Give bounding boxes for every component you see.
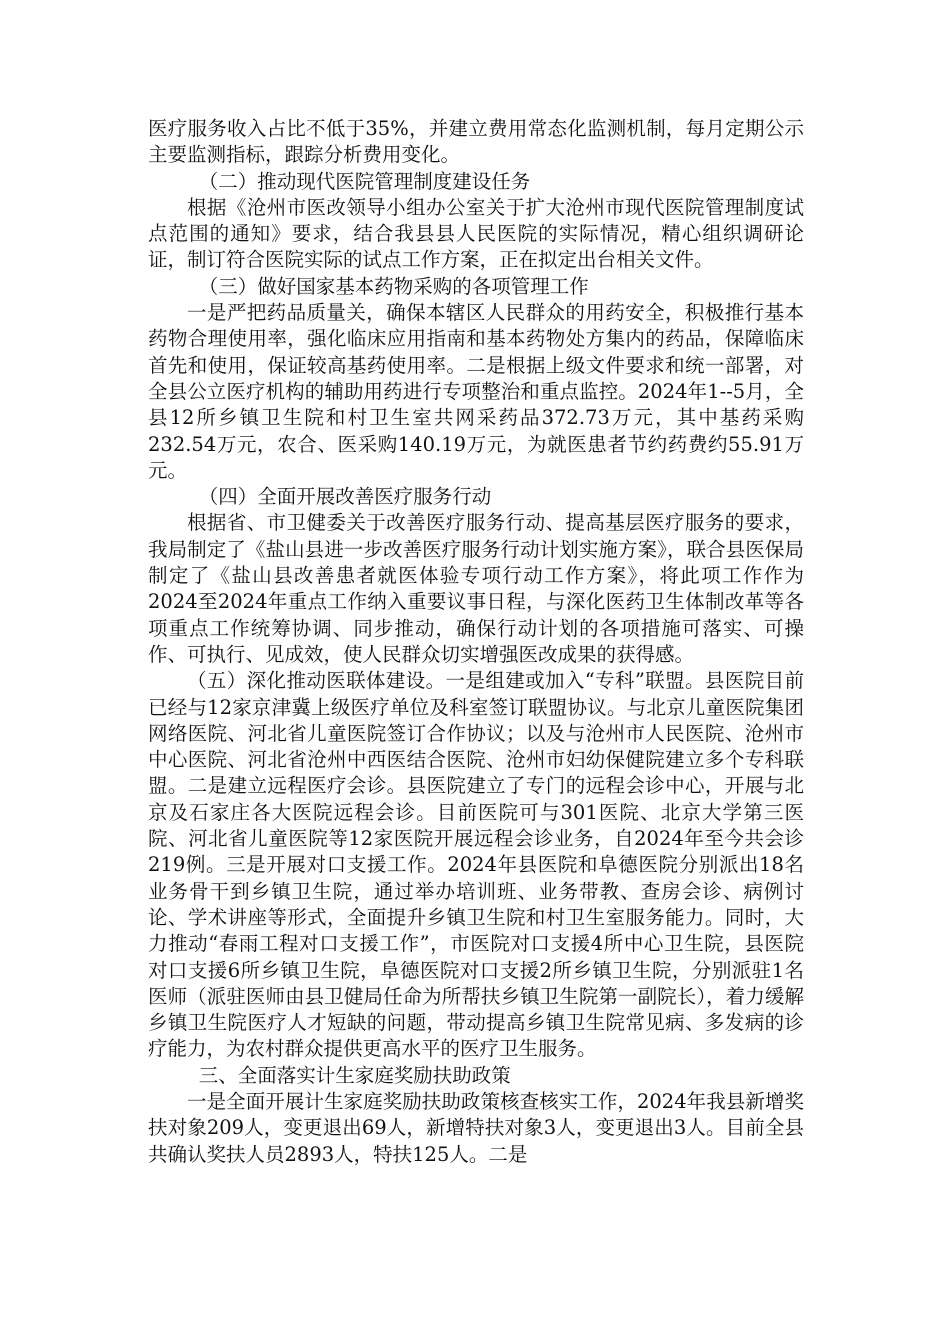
paragraph-cost-monitoring: 医疗服务收入占比不低于35%，并建立费用常态化监测机制，每月定期公示主要监测指标，跟踪分析费用变化。 — [148, 117, 804, 167]
paragraph-medical-alliance: （五）深化推动医联体建设。一是组建或加入“专科”联盟。县医院目前已经与12家京津冀上级医疗单位及科室签订联盟协议。与北京儿童医院集团网络医院、河北省儿童医院签订合作协议；以及与沧州市人民医院、沧州市中心医院、河北省沧州中西医结合医院、沧州市妇幼保健院建立多个专科联盟。二是建立远程医疗会诊。县医院建立了专门的远程会诊中心，开展与北京及石家庄各大医院远程会诊。目前医院可与301医院、北京大学第三医院、河北省儿童医院等12家医院开展远程会诊业务，自2024年至今共会诊219例。三是开展对口支援工作。2024年县医院和阜德医院分别派出18名业务骨干到乡镇卫生院，通过举办培训班、业务带教、查房会诊、病例讨论、学术讲座等形式，全面提升乡镇卫生院和村卫生室服务能力。同时，大力推动“春雨工程对口支援工作”，市医院对口支援4所中心卫生院，县医院对口支援6所乡镇卫生院，阜德医院对口支援2所乡镇卫生院，分别派驻1名医师（派驻医师由县卫健局任命为所帮扶乡镇卫生院第一副院长），着力缓解乡镇卫生院医疗人才短缺的问题，带动提高乡镇卫生院常见病、多发病的诊疗能力，为农村群众提供更高水平的医疗卫生服务。 — [148, 669, 804, 1061]
paragraph-improve-medical-service: 根据省、市卫健委关于改善医疗服务行动、提高基层医疗服务的要求，我局制定了《盐山县进一步改善医疗服务行动计划实施方案》，联合县医保局制定了《盐山县改善患者就医体验专项行动工作方案》，将此项工作作为2024至2024年重点工作纳入重要议事日程，与深化医药卫生体制改革等各项重点工作统筹协调、同步推动，确保行动计划的各项措施可落实、可操作、可执行、见成效，使人民群众切实增强医改成果的获得感。 — [148, 511, 804, 666]
heading-modern-hospital-management: （二）推动现代医院管理制度建设任务 — [198, 169, 531, 193]
heading-essential-drug-procurement: （三）做好国家基本药物采购的各项管理工作 — [198, 274, 589, 298]
heading-improve-medical-service: （四）全面开展改善医疗服务行动 — [198, 485, 492, 509]
paragraph-family-planning-reward: 一是全面开展计生家庭奖励扶助政策核查核实工作，2024年我县新增奖扶对象209人，变更退出69人，新增特扶对象3人，变更退出3人。目前全县共确认奖扶人员2893人，特扶125人。二是 — [148, 1089, 804, 1166]
document-page — [148, 116, 804, 1168]
paragraph-modern-hospital-pilot: 根据《沧州市医改领导小组办公室关于扩大沧州市现代医院管理制度试点范围的通知》要求，结合我县县人民医院的实际情况，精心组织调研论证，制订符合医院实际的试点工作方案，正在拟定出台相关文件。 — [148, 195, 804, 272]
heading-family-planning-reward: 三、全面落实计生家庭奖励扶助政策 — [198, 1063, 511, 1087]
paragraph-drug-procurement: 一是严把药品质量关，确保本辖区人民群众的用药安全，积极推行基本药物合理使用率，强化临床应用指南和基本药物处方集内的药品，保障临床首先和使用，保证较高基药使用率。二是根据上级文件要求和统一部署，对全县公立医疗机构的辅助用药进行专项整治和重点监控。2024年1--5月，全县12所乡镇卫生院和村卫生室共网采药品372.73万元，其中基药采购232.54万元，农合、医采购140.19万元，为就医患者节约药费约55.91万元。 — [148, 301, 804, 482]
